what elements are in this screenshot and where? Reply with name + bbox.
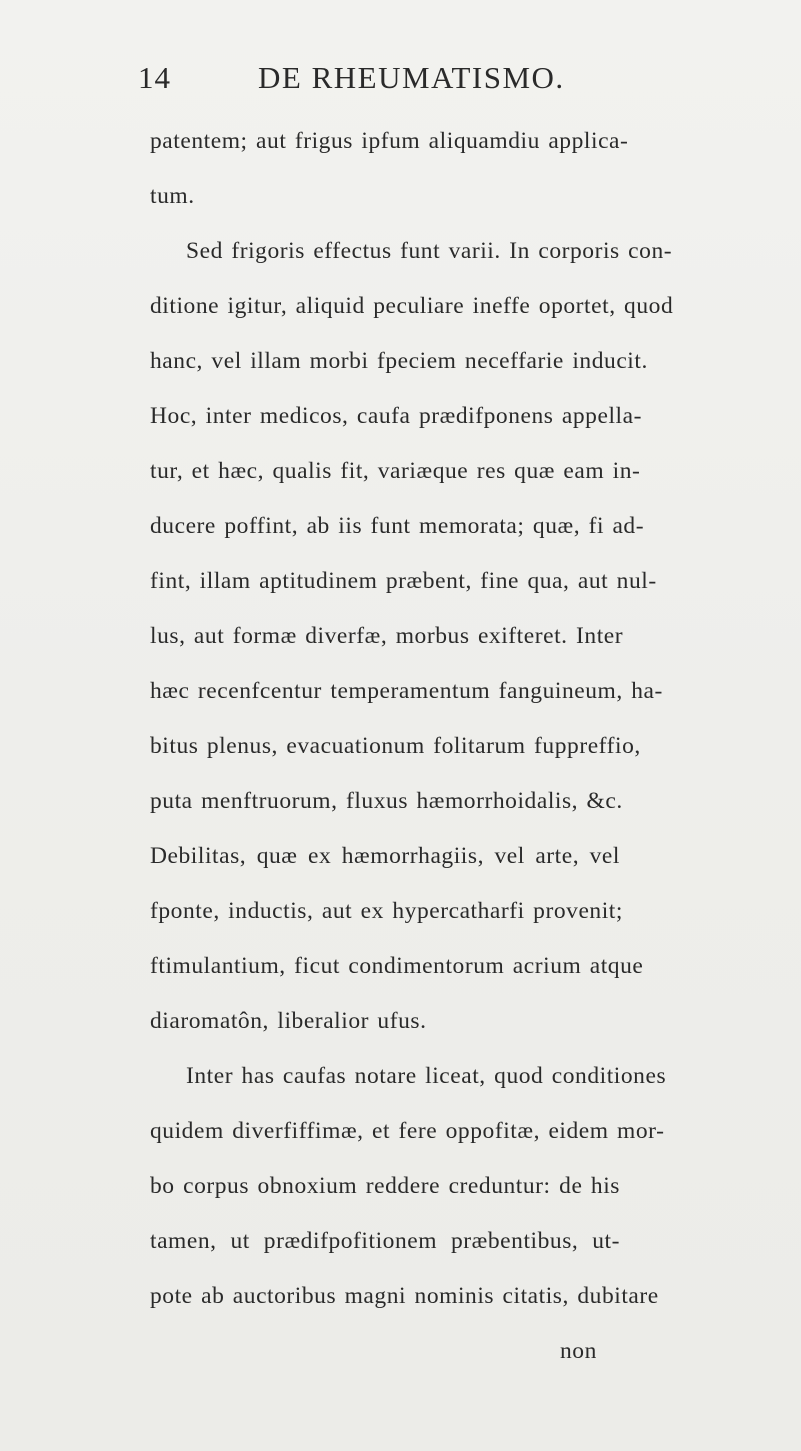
text-line: Inter has caufas notare liceat, quod conditiones	[186, 1063, 667, 1089]
text-line: bitus plenus, evacuationum folitarum fuppreffio,	[150, 733, 641, 759]
text-line: tamen, ut prædifpofitionem præbentibus, ut-	[150, 1228, 620, 1254]
text-line: tur, et hæc, qualis fit, variæque res quæ eam in-	[150, 458, 641, 484]
text-line: hæc recenfcentur temperamentum fanguineum, ha-	[150, 678, 663, 704]
text-line: patentem; aut frigus ipfum aliquamdiu applica-	[150, 128, 629, 154]
text-line: ftimulantium, ficut condimentorum acrium atque	[150, 953, 644, 979]
text-line: tum.	[150, 183, 195, 209]
text-line: Debilitas, quæ ex hæmorrhagiis, vel arte, vel	[150, 843, 620, 869]
text-line: fponte, inductis, aut ex hypercatharfi provenit;	[150, 898, 623, 924]
text-line: hanc, vel illam morbi fpeciem neceffarie inducit.	[150, 348, 648, 374]
text-line: ducere poffint, ab iis funt memorata; quæ, fi ad-	[150, 513, 645, 539]
text-line: Hoc, inter medicos, caufa prædifponens appella-	[150, 403, 642, 429]
text-line: Sed frigoris effectus funt varii. In corporis con-	[186, 238, 673, 264]
text-line: pote ab auctoribus magni nominis citatis, dubitare	[150, 1283, 659, 1309]
text-line: ditione igitur, aliquid peculiare ineffe oportet, quod	[150, 293, 674, 319]
page-header	[0, 60, 801, 100]
catchword: non	[560, 1338, 597, 1364]
text-line: bo corpus obnoxium reddere creduntur: de his	[150, 1173, 620, 1199]
text-line: puta menftruorum, fluxus hæmorrhoidalis, &c.	[150, 788, 623, 814]
running-head: DE RHEUMATISMO.	[258, 60, 565, 95]
text-line: lus, aut formæ diverfæ, morbus exifteret. Inter	[150, 623, 624, 649]
text-line: diaromatôn, liberalior ufus.	[150, 1008, 427, 1034]
text-line: fint, illam aptitudinem præbent, fine qua, aut nul-	[150, 568, 657, 594]
page-number: 14	[138, 60, 171, 95]
text-line: quidem diverfiffimæ, et fere oppofitæ, eidem mor-	[150, 1118, 665, 1144]
